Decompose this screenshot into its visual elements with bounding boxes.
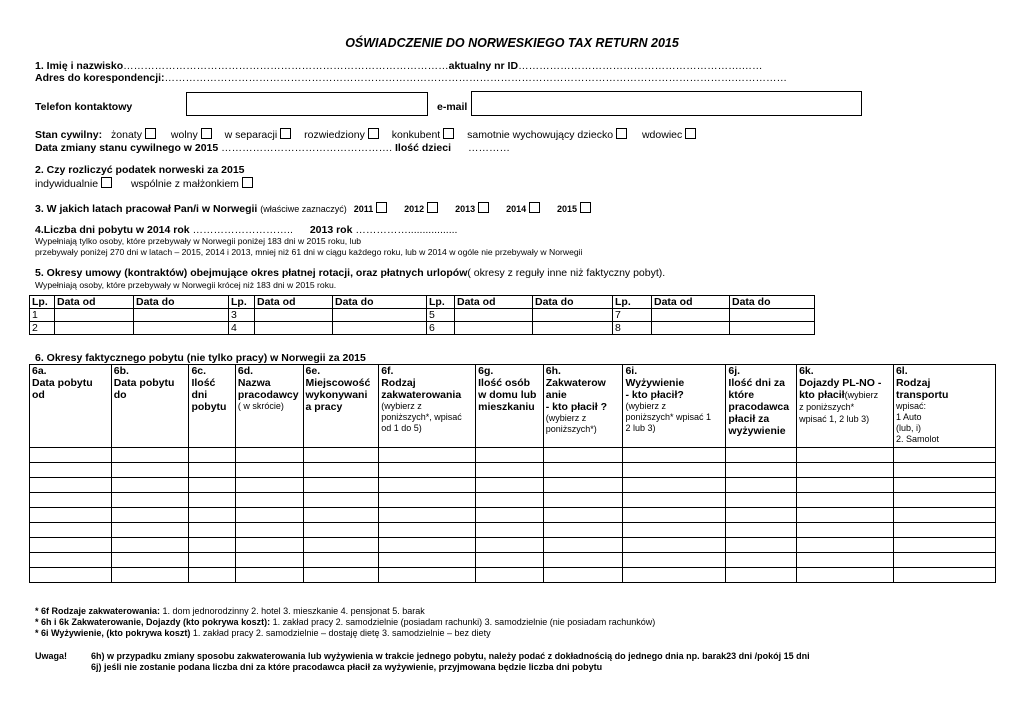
col-header-6f bbox=[379, 365, 476, 448]
col-header-6g bbox=[476, 365, 544, 448]
cell-input[interactable] bbox=[235, 478, 303, 493]
cell-input[interactable] bbox=[111, 523, 189, 538]
section4-note1: Wypełniają tylko osoby, które przebywały w Norwegii poniżej 183 dni w 2015 roku, lub bbox=[35, 236, 362, 246]
table-row bbox=[30, 463, 996, 478]
col-header: Lp. bbox=[30, 296, 55, 309]
cell-input[interactable] bbox=[303, 553, 379, 568]
col-header: Lp. bbox=[427, 296, 455, 309]
col-header-6c bbox=[189, 365, 235, 448]
section5-note-inline: ( okresy z reguły inne niż faktyczny pobyt). bbox=[467, 267, 666, 279]
col-head-text: 6f. Rodzaj zakwaterowania bbox=[381, 365, 462, 401]
col-head-text: 6d. Nazwa pracodawcy bbox=[237, 365, 299, 401]
col-head-text: 6l. Rodzaj transportu bbox=[895, 365, 949, 401]
cell-input[interactable] bbox=[30, 493, 112, 508]
name-line[interactable] bbox=[35, 60, 762, 72]
option-joint-label: wspólnie z małżonkiem bbox=[130, 178, 239, 190]
stay-periods-table bbox=[29, 364, 996, 583]
cell-input[interactable] bbox=[797, 523, 894, 538]
section5-note: Wypełniają osoby, które przebywały w Norwegii krócej niż 183 dni w 2015 roku. bbox=[35, 280, 337, 290]
cell-input[interactable] bbox=[623, 478, 726, 493]
cell-input[interactable] bbox=[476, 538, 544, 553]
footnote-text: 1. zakład pracy 2. samodzielnie – dostaję dietę 3. samodzielnie – bez diety bbox=[190, 628, 491, 638]
checkbox-year-2011[interactable] bbox=[376, 202, 387, 213]
cell-input[interactable] bbox=[235, 553, 303, 568]
footnote-text: 1. dom jednorodzinny 2. hotel 3. mieszkanie 4. pensjonat 5. barak bbox=[160, 606, 425, 616]
marital-option-label: rozwiedziony bbox=[304, 129, 365, 141]
cell-input[interactable] bbox=[111, 493, 189, 508]
cell-input[interactable] bbox=[543, 568, 623, 583]
col-head-text: 6e. Miejscowość wykonywani a pracy bbox=[305, 365, 371, 413]
checkbox-year-2015[interactable] bbox=[580, 202, 591, 213]
children-dots: ………… bbox=[467, 142, 510, 154]
cell-input[interactable] bbox=[726, 538, 797, 553]
col-head-text: 6a. Data pobytu od bbox=[32, 365, 93, 401]
address-line[interactable] bbox=[35, 72, 787, 84]
col-head-text: 6c. Ilość dni pobytu bbox=[191, 365, 227, 413]
cell-input[interactable] bbox=[797, 508, 894, 523]
cell-input[interactable] bbox=[893, 508, 995, 523]
cell-input[interactable] bbox=[379, 448, 476, 463]
cell-input[interactable] bbox=[111, 568, 189, 583]
col-head-text: 6j. Ilość dni za które pracodawca płacił za wyżywienie bbox=[728, 365, 790, 437]
cell-input[interactable] bbox=[255, 322, 333, 335]
cell-input[interactable] bbox=[893, 553, 995, 568]
footnote-6h-6k bbox=[35, 617, 655, 627]
table-row bbox=[30, 553, 996, 568]
cell-input[interactable] bbox=[111, 553, 189, 568]
col-sub-text: (wybierz z poniższych*) bbox=[545, 413, 597, 434]
checkbox-year-2014[interactable] bbox=[529, 202, 540, 213]
cell-input[interactable] bbox=[726, 508, 797, 523]
row-number: 6 bbox=[427, 322, 455, 335]
col-header: Lp. bbox=[229, 296, 255, 309]
cell-input[interactable] bbox=[726, 568, 797, 583]
cell-input[interactable] bbox=[893, 538, 995, 553]
cell-input[interactable] bbox=[30, 568, 112, 583]
footnote-6i bbox=[35, 628, 491, 638]
checkbox-widower[interactable] bbox=[685, 128, 696, 139]
col-header-6h bbox=[543, 365, 623, 448]
cell-input[interactable] bbox=[189, 463, 235, 478]
cell-input[interactable] bbox=[476, 553, 544, 568]
cell-input[interactable] bbox=[543, 508, 623, 523]
cell-input[interactable] bbox=[189, 553, 235, 568]
contracts-table bbox=[29, 295, 815, 335]
col-sub-text: (wybierz z poniższych* wpisać 1 2 lub 3) bbox=[625, 401, 712, 433]
cell-input[interactable] bbox=[797, 493, 894, 508]
footnote-label: * 6h i 6k Zakwaterowanie, Dojazdy (kto pokrywa koszt): bbox=[35, 617, 271, 627]
cell-input[interactable] bbox=[379, 508, 476, 523]
cell-input[interactable] bbox=[726, 493, 797, 508]
cell-input[interactable] bbox=[189, 508, 235, 523]
marital-option-label: w separacji bbox=[224, 129, 278, 141]
cell-input[interactable] bbox=[111, 538, 189, 553]
cell-input[interactable] bbox=[797, 463, 894, 478]
cell-input[interactable] bbox=[255, 309, 333, 322]
cell-input[interactable] bbox=[235, 523, 303, 538]
marital-option-label: konkubent bbox=[391, 129, 441, 141]
table-row bbox=[30, 478, 996, 493]
footnote-6f bbox=[35, 606, 425, 616]
cell-input[interactable] bbox=[543, 478, 623, 493]
cell-input[interactable] bbox=[379, 568, 476, 583]
cell-input[interactable] bbox=[543, 523, 623, 538]
col-header: Data do bbox=[134, 296, 229, 309]
section5-label: 5. Okresy umowy (kontraktów) obejmujące okres płatnej rotacji, oraz płatnych urlopów bbox=[35, 267, 468, 279]
cell-input[interactable] bbox=[455, 322, 533, 335]
phone-label: Telefon kontaktowy bbox=[35, 101, 133, 113]
section5-heading bbox=[35, 267, 665, 279]
cell-input[interactable] bbox=[893, 448, 995, 463]
cell-input[interactable] bbox=[134, 309, 229, 322]
cell-input[interactable] bbox=[379, 553, 476, 568]
cell-input[interactable] bbox=[235, 463, 303, 478]
cell-input[interactable] bbox=[797, 538, 894, 553]
cell-input[interactable] bbox=[333, 322, 427, 335]
cell-input[interactable] bbox=[476, 478, 544, 493]
cell-input[interactable] bbox=[543, 463, 623, 478]
cell-input[interactable] bbox=[623, 523, 726, 538]
name-dots: ………………………………………………………………………………… bbox=[123, 60, 449, 72]
children-label: Ilość dzieci bbox=[395, 142, 452, 154]
cell-input[interactable] bbox=[111, 448, 189, 463]
cell-input[interactable] bbox=[893, 493, 995, 508]
cell-input[interactable] bbox=[533, 309, 613, 322]
cell-input[interactable] bbox=[476, 463, 544, 478]
col-sub-text: ( w skrócie) bbox=[237, 401, 284, 411]
cell-input[interactable] bbox=[303, 478, 379, 493]
row-number: 7 bbox=[613, 309, 652, 322]
col-head-text: 6h. Zakwaterow anie - kto płacił ? bbox=[545, 365, 607, 413]
col-header-6k bbox=[797, 365, 894, 448]
cell-input[interactable] bbox=[730, 309, 815, 322]
marital-option-label: wolny bbox=[170, 129, 198, 141]
cell-input[interactable] bbox=[55, 322, 134, 335]
cell-input[interactable] bbox=[893, 463, 995, 478]
cell-input[interactable] bbox=[476, 493, 544, 508]
row-number: 3 bbox=[229, 309, 255, 322]
col-header-6a bbox=[30, 365, 112, 448]
cell-input[interactable] bbox=[543, 538, 623, 553]
name-label: 1. Imię i nazwisko bbox=[35, 60, 124, 72]
cell-input[interactable] bbox=[797, 478, 894, 493]
cell-input[interactable] bbox=[189, 538, 235, 553]
col-header: Data od bbox=[652, 296, 730, 309]
cell-input[interactable] bbox=[303, 493, 379, 508]
days-2013-label: 2013 rok bbox=[309, 224, 353, 236]
cell-input[interactable] bbox=[189, 523, 235, 538]
address-label: Adres do korespondencji: bbox=[35, 72, 165, 84]
row-number: 2 bbox=[30, 322, 55, 335]
cell-input[interactable] bbox=[652, 309, 730, 322]
marital-option-label: żonaty bbox=[111, 129, 142, 141]
cell-input[interactable] bbox=[303, 508, 379, 523]
cell-input[interactable] bbox=[726, 553, 797, 568]
col-header-6l bbox=[893, 365, 995, 448]
checkbox-year-2013[interactable] bbox=[478, 202, 489, 213]
checkbox-married[interactable] bbox=[145, 128, 156, 139]
warning-note-6h: 6h) w przypadku zmiany sposobu zakwaterowania lub wyżywienia w trakcie jednego pobytu, należy podać z dokładnością do jednego dnia np. barak23 dni /pokój 15 dni bbox=[91, 651, 810, 661]
cell-input[interactable] bbox=[235, 538, 303, 553]
cell-input[interactable] bbox=[652, 322, 730, 335]
table-row bbox=[30, 508, 996, 523]
cell-input[interactable] bbox=[111, 463, 189, 478]
section2-label: 2. Czy rozliczyć podatek norweski za 2015 bbox=[35, 164, 245, 176]
cell-input[interactable] bbox=[30, 553, 112, 568]
cell-input[interactable] bbox=[303, 523, 379, 538]
cell-input[interactable] bbox=[476, 448, 544, 463]
cell-input[interactable] bbox=[543, 493, 623, 508]
table-row bbox=[30, 538, 996, 553]
marital-option-label: wdowiec bbox=[641, 129, 683, 141]
cell-input[interactable] bbox=[455, 309, 533, 322]
cell-input[interactable] bbox=[726, 478, 797, 493]
col-head-text: 6i. Wyżywienie - kto płacił? bbox=[625, 365, 685, 401]
checkbox-individual[interactable] bbox=[101, 177, 112, 188]
cell-input[interactable] bbox=[30, 448, 112, 463]
marital-change-line[interactable] bbox=[35, 142, 510, 154]
cell-input[interactable] bbox=[134, 322, 229, 335]
days-line[interactable] bbox=[35, 224, 457, 236]
col-header: Data od bbox=[55, 296, 134, 309]
cell-input[interactable] bbox=[303, 463, 379, 478]
year-label: 2015 bbox=[557, 204, 578, 214]
id-label: aktualny nr ID bbox=[448, 60, 519, 72]
cell-input[interactable] bbox=[333, 309, 427, 322]
checkbox-partner[interactable] bbox=[443, 128, 454, 139]
cell-input[interactable] bbox=[30, 478, 112, 493]
cell-input[interactable] bbox=[623, 538, 726, 553]
cell-input[interactable] bbox=[476, 568, 544, 583]
footnote-label: * 6f Rodzaje zakwaterowania: bbox=[35, 606, 161, 616]
row-number: 5 bbox=[427, 309, 455, 322]
cell-input[interactable] bbox=[30, 538, 112, 553]
checkbox-single-parent[interactable] bbox=[616, 128, 627, 139]
marital-status-row bbox=[35, 128, 696, 141]
year-label: 2013 bbox=[455, 204, 476, 214]
cell-input[interactable] bbox=[730, 322, 815, 335]
cell-input[interactable] bbox=[623, 493, 726, 508]
cell-input[interactable] bbox=[726, 463, 797, 478]
cell-input[interactable] bbox=[379, 463, 476, 478]
cell-input[interactable] bbox=[476, 523, 544, 538]
cell-input[interactable] bbox=[235, 508, 303, 523]
row-number: 4 bbox=[229, 322, 255, 335]
id-dots: ……………………………………………………….…… bbox=[518, 60, 763, 72]
cell-input[interactable] bbox=[235, 448, 303, 463]
cell-input[interactable] bbox=[623, 508, 726, 523]
table-header-row bbox=[30, 365, 996, 448]
table-header-row bbox=[30, 296, 815, 309]
checkbox-separated[interactable] bbox=[280, 128, 291, 139]
cell-input[interactable] bbox=[189, 568, 235, 583]
col-header: Data do bbox=[333, 296, 427, 309]
cell-input[interactable] bbox=[893, 568, 995, 583]
col-sub-text: (wybierz z poniższych*, wpisać od 1 do 5) bbox=[381, 401, 462, 433]
cell-input[interactable] bbox=[893, 523, 995, 538]
cell-input[interactable] bbox=[543, 448, 623, 463]
table-row bbox=[30, 448, 996, 463]
section3-note: (właściwe zaznaczyć) bbox=[260, 204, 347, 214]
cell-input[interactable] bbox=[303, 448, 379, 463]
footnote-label: * 6i Wyżywienie, (kto pokrywa koszt) bbox=[35, 628, 191, 638]
cell-input[interactable] bbox=[303, 568, 379, 583]
col-header-6e bbox=[303, 365, 379, 448]
section4-note2: przebywały poniżej 270 dni w latach – 2015, 2014 i 2013, mniej niż 61 dni w ciągu każdego roku, lub w 2014 w ogóle nie przebywały w Norwegii bbox=[35, 247, 583, 257]
table-row bbox=[30, 568, 996, 583]
cell-input[interactable] bbox=[30, 523, 112, 538]
cell-input[interactable] bbox=[379, 523, 476, 538]
cell-input[interactable] bbox=[623, 448, 726, 463]
cell-input[interactable] bbox=[533, 322, 613, 335]
table-row bbox=[30, 493, 996, 508]
year-label: 2011 bbox=[353, 204, 374, 214]
cell-input[interactable] bbox=[111, 508, 189, 523]
cell-input[interactable] bbox=[797, 568, 894, 583]
row-number: 8 bbox=[613, 322, 652, 335]
col-header: Data do bbox=[730, 296, 815, 309]
cell-input[interactable] bbox=[476, 508, 544, 523]
cell-input[interactable] bbox=[111, 478, 189, 493]
col-header-6j bbox=[726, 365, 797, 448]
col-head-text: 6g. Ilość osób w domu lub mieszkaniu bbox=[478, 365, 537, 413]
settlement-options bbox=[35, 177, 253, 190]
marital-option-label: samotnie wychowujący dziecko bbox=[467, 129, 614, 141]
col-head-text: 6k. Dojazdy PL-NO - kto płacił bbox=[799, 365, 882, 401]
cell-input[interactable] bbox=[303, 538, 379, 553]
cell-input[interactable] bbox=[726, 523, 797, 538]
cell-input[interactable] bbox=[797, 448, 894, 463]
cell-input[interactable] bbox=[379, 538, 476, 553]
cell-input[interactable] bbox=[726, 448, 797, 463]
cell-input[interactable] bbox=[797, 553, 894, 568]
section6-label: 6. Okresy faktycznego pobytu (nie tylko pracy) w Norwegii za 2015 bbox=[35, 352, 366, 364]
row-number: 1 bbox=[30, 309, 55, 322]
table-row bbox=[30, 309, 815, 322]
cell-input[interactable] bbox=[235, 568, 303, 583]
col-header-6d bbox=[235, 365, 303, 448]
table-row bbox=[30, 523, 996, 538]
marital-change-label: Data zmiany stanu cywilnego w 2015 bbox=[35, 142, 219, 154]
col-sub-text: (wybierz z poniższych* wpisać 1, 2 lub 3) bbox=[799, 390, 879, 424]
cell-input[interactable] bbox=[189, 493, 235, 508]
checkbox-single[interactable] bbox=[201, 128, 212, 139]
cell-input[interactable] bbox=[235, 493, 303, 508]
cell-input[interactable] bbox=[379, 493, 476, 508]
email-label: e-mail bbox=[437, 101, 468, 113]
col-header: Data od bbox=[455, 296, 533, 309]
cell-input[interactable] bbox=[893, 478, 995, 493]
col-head-text: 6b. Data pobytu do bbox=[113, 365, 175, 401]
cell-input[interactable] bbox=[623, 553, 726, 568]
col-header-6b bbox=[111, 365, 189, 448]
table-row bbox=[30, 322, 815, 335]
checkbox-divorced[interactable] bbox=[368, 128, 379, 139]
work-years-row bbox=[35, 202, 591, 215]
col-header-6i bbox=[623, 365, 726, 448]
cell-input[interactable] bbox=[623, 568, 726, 583]
section3-label: 3. W jakich latach pracował Pan/i w Norwegii bbox=[35, 203, 258, 215]
marital-change-dots: …………………………………………. bbox=[221, 142, 393, 154]
option-individual-label: indywidualnie bbox=[35, 178, 99, 190]
days-2013-dots: ……………................. bbox=[355, 224, 458, 236]
cell-input[interactable] bbox=[55, 309, 134, 322]
col-header: Data od bbox=[255, 296, 333, 309]
form-title: OŚWIADCZENIE DO NORWESKIEGO TAX RETURN 2015 bbox=[345, 36, 679, 50]
email-field[interactable] bbox=[471, 91, 862, 116]
section4-label: 4.Liczba dni pobytu w 2014 rok bbox=[35, 224, 190, 236]
col-header: Data do bbox=[533, 296, 613, 309]
warning-note-6j: 6j) jeśli nie zostanie podana liczba dni za które pracodawca płacił za wyżywienie, przyjmowana będzie liczba dni pobytu bbox=[91, 662, 603, 672]
cell-input[interactable] bbox=[543, 553, 623, 568]
marital-label: Stan cywilny: bbox=[35, 129, 103, 141]
cell-input[interactable] bbox=[623, 463, 726, 478]
col-header: Lp. bbox=[613, 296, 652, 309]
cell-input[interactable] bbox=[189, 478, 235, 493]
year-label: 2014 bbox=[506, 204, 527, 214]
address-dots: ……………………………………………………………………………………………………………………………………………….…………… bbox=[164, 72, 787, 84]
year-label: 2012 bbox=[404, 204, 425, 214]
phone-field[interactable] bbox=[186, 92, 428, 116]
warning-label: Uwaga! bbox=[35, 651, 68, 661]
checkbox-joint[interactable] bbox=[242, 177, 253, 188]
footnote-text: 1. zakład pracy 2. samodzielnie (posiadam rachunki) 3. samodzielnie (nie posiadam rachunków) bbox=[270, 617, 656, 627]
cell-input[interactable] bbox=[30, 508, 112, 523]
days-2014-dots: ……………………….. bbox=[192, 224, 293, 236]
cell-input[interactable] bbox=[379, 478, 476, 493]
checkbox-year-2012[interactable] bbox=[427, 202, 438, 213]
cell-input[interactable] bbox=[189, 448, 235, 463]
col-sub-text: wpisać: 1 Auto (lub, i) 2. Samolot bbox=[895, 401, 939, 444]
cell-input[interactable] bbox=[30, 463, 112, 478]
